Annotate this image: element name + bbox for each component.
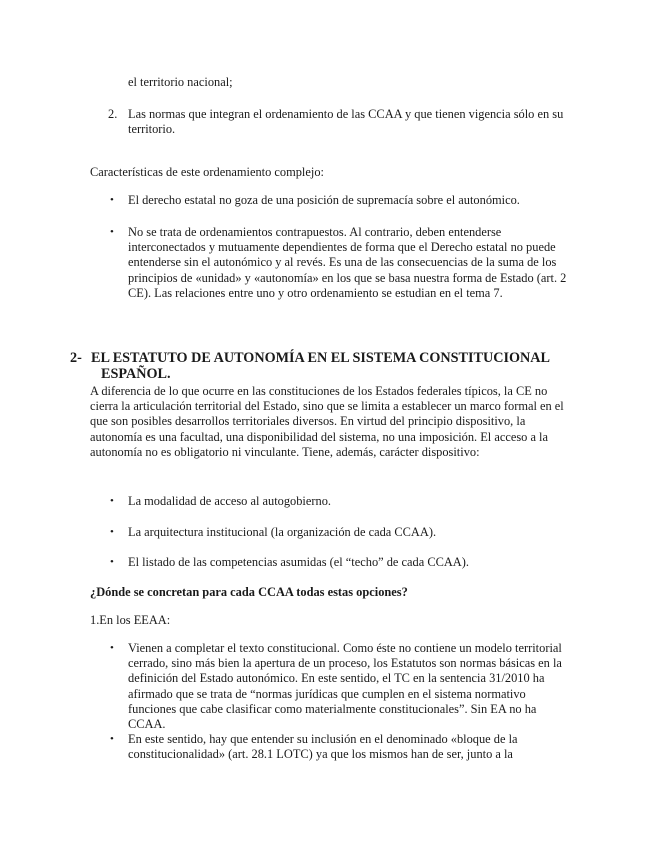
section-paragraph: A diferencia de lo que ocurre en las constituciones de los Estados federales típicos, la CE no cierra la articulación territorial del Estado, sino que se limita a establecer un marco formal en el que son posibles desarrollos territoriales diversos. En virtud del principio dispositivo, la autonomía es una facultad, una disponibilidad del sistema, no una imposición. El acceso a la autonomía no es obligatorio ni vinculante. Tiene, además, carácter dispositivo: [90,384,564,459]
bullet-text: En este sentido, hay que entender su inclusión en el denominado «bloque de la constitucionalidad» (art. 28.1 LOTC) ya que los mismos han de ser, junto a la [128,732,518,762]
bullet-icon: • [110,226,114,238]
bullet-icon: • [110,556,114,568]
list-item-text: Las normas que integran el ordenamiento de las CCAA y que tienen vigencia sólo en su territorio. [128,107,564,137]
section-title-line1: EL ESTATUTO DE AUTONOMÍA EN EL SISTEMA CONSTITUCIONAL [91,350,550,366]
bullet-icon: • [110,194,114,206]
characteristics-intro: Características de este ordenamiento complejo: [90,165,324,179]
bullet-text: La modalidad de acceso al autogobierno. [128,494,331,508]
bullet-icon: • [110,526,114,538]
question-heading: ¿Dónde se concretan para cada CCAA todas estas opciones? [90,585,408,599]
bullet-icon: • [110,733,114,745]
bullet-text: Vienen a completar el texto constitucional. Como éste no contiene un modelo territorial cerrado, sino más bien la apertura de un proceso, los Estatutos son normas básicas en la definición del Estado autonómico. En este sentido, el TC en la sentencia 31/2010 ha afirmado que se trata de “normas jurídicas que cumplen en el sistema normativo funciones que cabe clasificar como materialmente constitucionales”. Sin EA no ha CCAA. [128,641,562,732]
bullet-text: No se trata de ordenamientos contrapuestos. Al contrario, deben entenderse interconectados y mutuamente dependientes de forma que el Derecho estatal no puede entenderse sin el autonómico y al revés. Es una de las consecuencias de la suma de los principios de «unidad» y «autonomía» en los que se basa nuestra forma de Estado (art. 2 CE). Las relaciones entre uno y otro ordenamiento se estudian en el tema 7. [128,225,567,300]
bullet-text: La arquitectura institucional (la organización de cada CCAA). [128,525,437,539]
section-number: 2- [70,350,82,366]
bullet-text: El derecho estatal no goza de una posición de supremacía sobre el autonómico. [128,193,520,207]
bullet-icon: • [110,495,114,507]
list-item-number: 2. [108,107,118,121]
section-title-line2: ESPAÑOL. [101,366,171,382]
bullet-text: El listado de las competencias asumidas (el “techo” de cada CCAA). [128,555,469,569]
bullet-icon: • [110,642,114,654]
subheading: 1.En los EEAA: [90,613,171,627]
list-continuation-text: el territorio nacional; [128,75,233,89]
